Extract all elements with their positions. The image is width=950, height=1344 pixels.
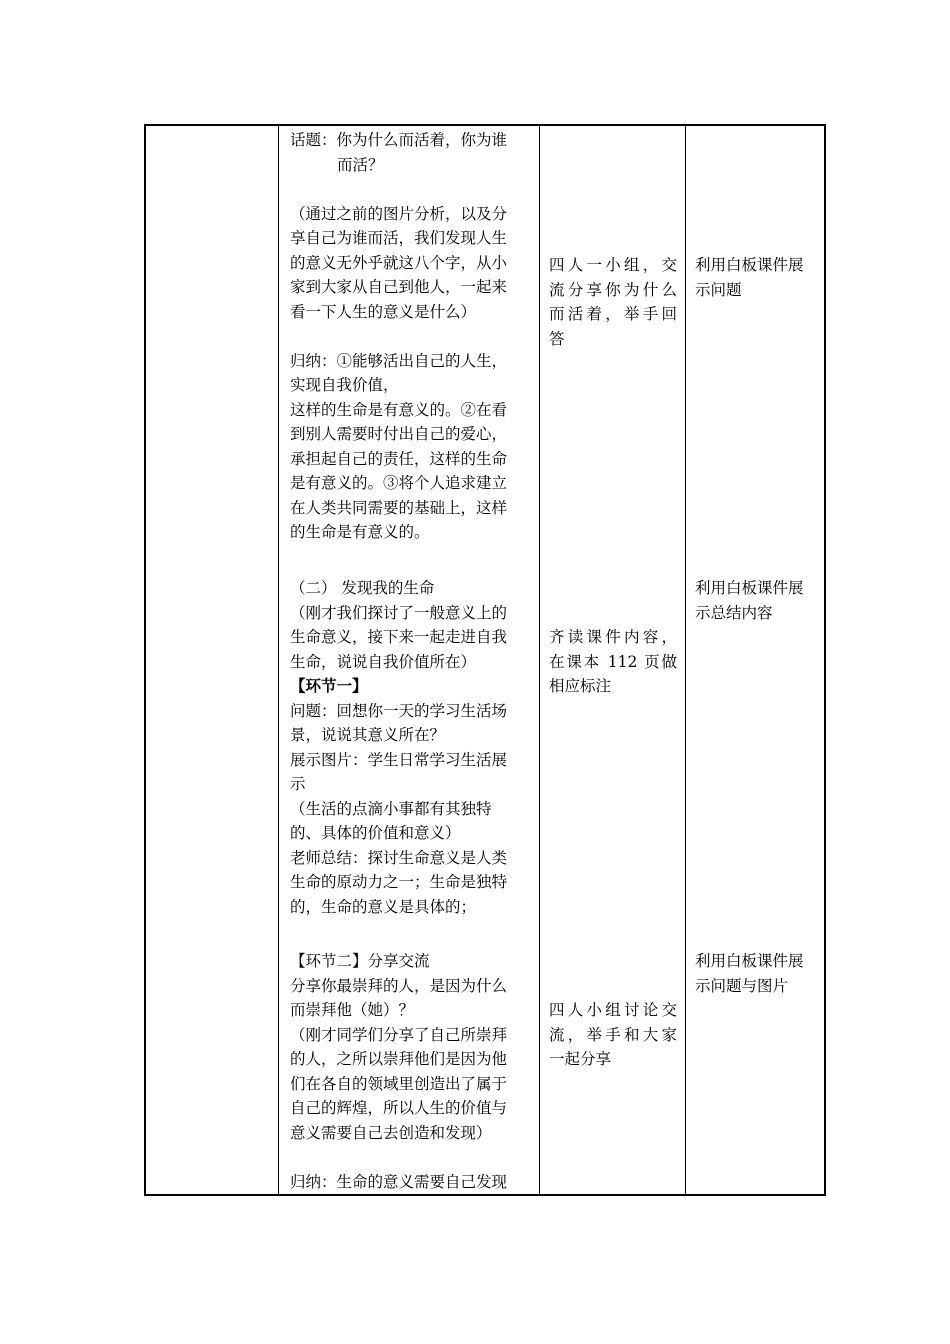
media-block-1 (695, 253, 821, 302)
content-line: 而崇拜他（她）？ (290, 1001, 415, 1019)
segment-label: 【环节二】分享交流 (290, 952, 430, 970)
media-block-2 (695, 576, 821, 625)
student-activity-line: 流分享你为什么 (549, 280, 677, 299)
student-activity-line: 相应标注 (549, 677, 612, 695)
student-activity-line: 答 (549, 329, 565, 348)
content-line: 们在各自的领域里创造出了属于 (290, 1074, 508, 1093)
segment-label: 【环节一】 (290, 676, 368, 695)
content-line: 的，生命的意义是具体的； (290, 897, 477, 916)
student-activity-line: 一起分享 (549, 1050, 612, 1068)
content-line: 问题：回想你一天的学习生活场 (290, 701, 508, 720)
summary-line: 的生命是有意义的。 (290, 523, 430, 541)
student-activity-line: 四人一小组，交 (549, 256, 677, 274)
note-line: 看一下人生的意义是什么） (290, 302, 477, 321)
note-line: 享自己为谁而活，我们发现人生 (290, 229, 508, 247)
student-activity-line: 而活着，举手回 (549, 305, 677, 323)
content-line: （刚才我们探讨了一般意义上的 (290, 603, 508, 622)
content-line: 示 (290, 775, 306, 793)
media-block-3 (695, 949, 821, 998)
content-line: 生命，说说自我价值所在） (290, 652, 477, 671)
summary-line: 归纳：生命的意义需要自己发现 (290, 1172, 508, 1191)
content-line: 意义需要自己去创造和发现） (290, 1123, 492, 1142)
media-line: 示总结内容 (695, 603, 773, 622)
content-line: （生活的点滴小事都有其独特 (290, 799, 492, 818)
content-line: 展示图片：学生日常学习生活展 (290, 750, 508, 769)
note-line: （通过之前的图片分析，以及分 (290, 204, 508, 223)
lesson-plan-table (144, 124, 826, 1196)
column-divider-2 (539, 126, 540, 1194)
note-line: 家到大家从自己到他人，一起来 (290, 278, 508, 296)
summary-line: 实现自我价值， (290, 376, 399, 394)
student-activity-block-2 (549, 625, 677, 699)
content-line: 的人，之所以崇拜他们是因为他 (290, 1050, 508, 1068)
media-line: 示问题 (695, 280, 742, 299)
note-line: 的意义无外乎就这八个字，从小 (290, 253, 508, 272)
content-line: 自己的辉煌，所以人生的价值与 (290, 1099, 508, 1117)
summary-line: 归纳：①能够活出自己的人生， (290, 351, 508, 370)
content-line: 生命的原动力之一；生命是独特 (290, 873, 508, 891)
content-line: 生命意义，接下来一起走进自我 (290, 628, 508, 646)
media-line: 利用白板课件展 (695, 952, 804, 970)
content-line: 景，说说其意义所在？ (290, 726, 446, 744)
summary-line: 在人类共同需要的基础上，这样 (290, 498, 508, 517)
student-activity-line: 四人小组讨论交 (549, 1001, 677, 1019)
column-divider-3 (685, 126, 686, 1194)
topic-line-1: 话题：你为什么而活着，你为谁 (290, 131, 508, 149)
content-line: 老师总结：探讨生命意义是人类 (290, 848, 508, 867)
summary-line: 到别人需要时付出自己的爱心， (290, 425, 508, 443)
media-line: 利用白板课件展 (695, 579, 804, 597)
summary-line: 是有意义的。③将个人追求建立 (290, 474, 508, 492)
summary-line: 承担起自己的责任，这样的生命 (290, 449, 508, 468)
media-line: 示问题与图片 (695, 976, 789, 995)
content-block-2 (290, 576, 534, 919)
summary-line: 这样的生命是有意义的。②在看 (290, 400, 508, 419)
student-activity-block-1 (549, 253, 677, 351)
student-activity-line: 齐读课件内容， (549, 628, 677, 646)
content-line: 分享你最崇拜的人，是因为什么 (290, 976, 508, 995)
media-line: 利用白板课件展 (695, 256, 804, 274)
column-divider-1 (278, 126, 279, 1194)
student-activity-block-3 (549, 998, 677, 1072)
content-block-1 (290, 128, 534, 545)
section-heading: （二） 发现我的生命 (290, 579, 435, 597)
content-line: （刚才同学们分享了自己所崇拜 (290, 1025, 508, 1044)
student-activity-line: 流，举手和大家 (549, 1025, 677, 1044)
student-activity-line: 在课本 112 页做 (549, 652, 677, 671)
content-block-3 (290, 949, 534, 1194)
content-line: 的、具体的价值和意义） (290, 824, 461, 842)
topic-line-2: 而活？ (337, 155, 384, 174)
